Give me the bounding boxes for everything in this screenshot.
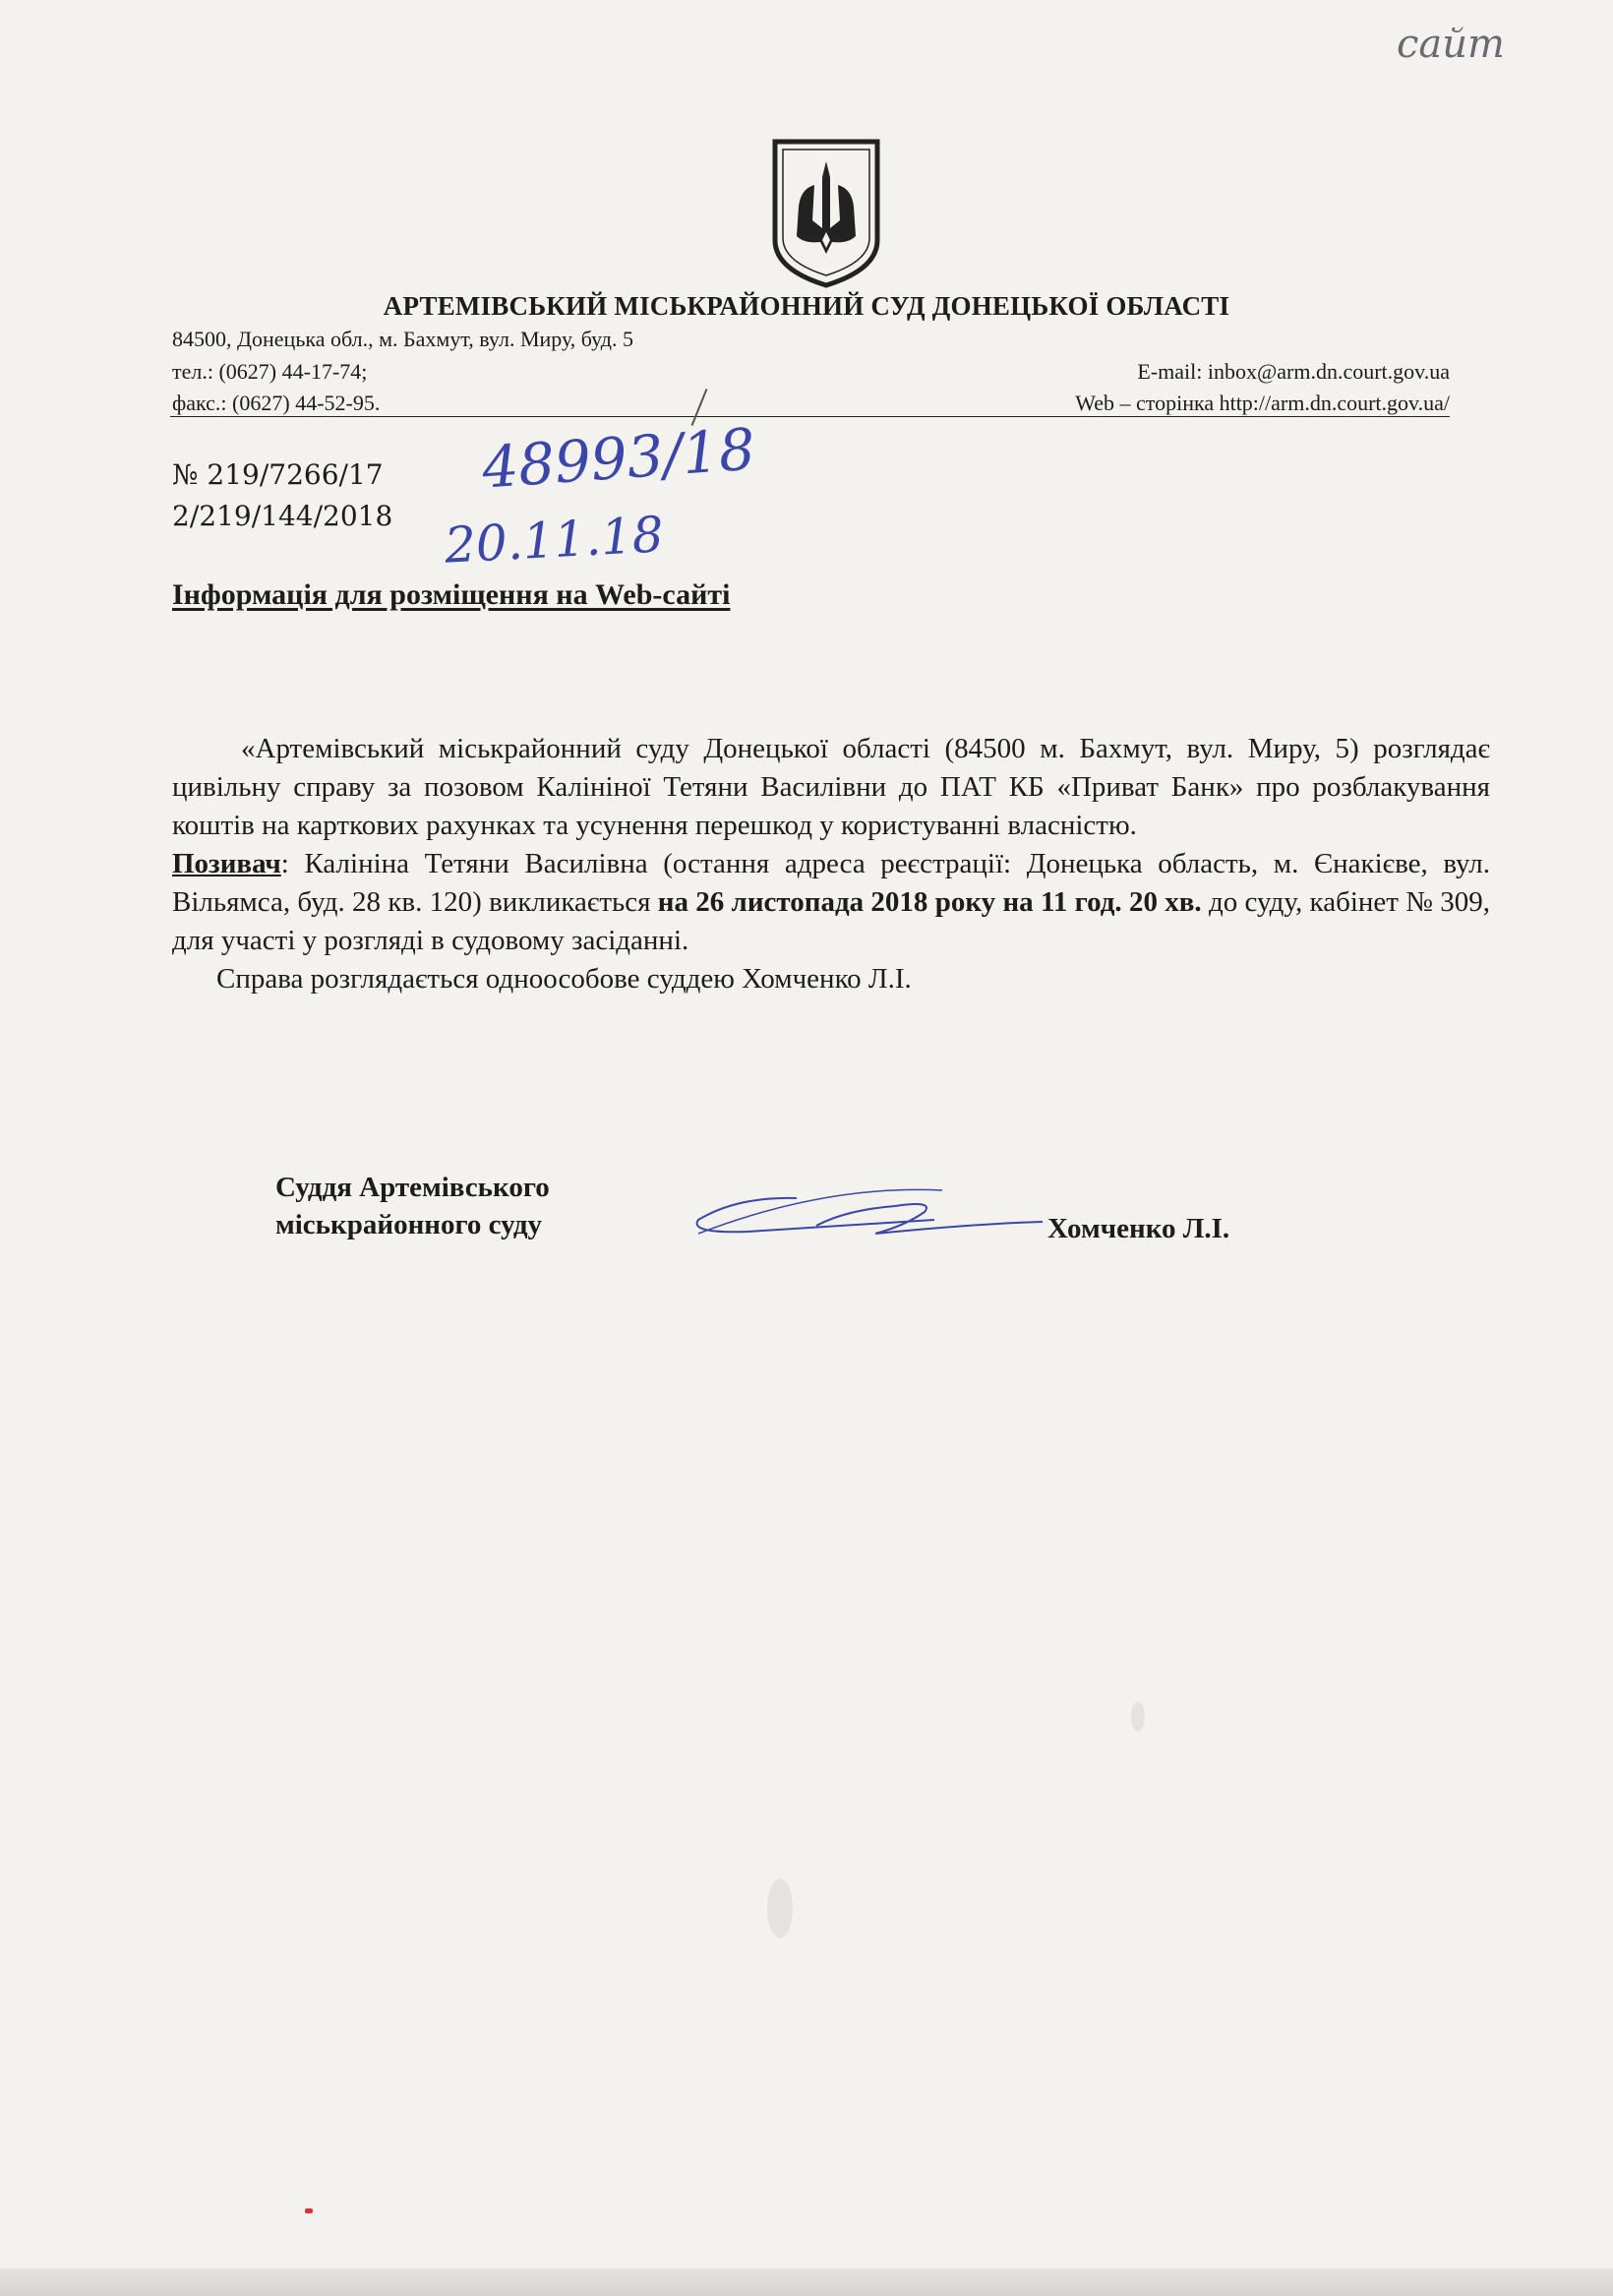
handwritten-incoming-number: 48993/18: [479, 415, 757, 502]
signer-name: Хомченко Л.І.: [1047, 1213, 1230, 1244]
notice-paragraph-plaintiff: [172, 845, 1490, 960]
header-divider: [170, 416, 1450, 417]
paper-stain: [1131, 1702, 1145, 1731]
signer-title: [275, 1169, 550, 1243]
signer-title-line1: Суддя Артемівського: [275, 1172, 550, 1203]
hearing-location: до суду, кабінет № 309, для участі у розгляді в судовому засіданні.: [172, 886, 1490, 956]
case-number: № 219/7266/17: [172, 458, 384, 491]
proceeding-number: 2/219/144/2018: [172, 500, 393, 532]
notice-paragraph-case: «Артемівський міськрайонний суду Донецької області (84500 м. Бахмут, вул. Миру, 5) розглядає цивільну справу за позовом Калініної Тетяни Василівни до ПАТ КБ «Приват Банк» про розблакування коштів на карткових рахунках та усунення перешкод у користуванні власністю.: [172, 733, 1490, 841]
notice-body: [172, 730, 1490, 998]
signer-title-line2: міськрайонного суду: [275, 1209, 543, 1240]
handwritten-corner-note: сайт: [1397, 22, 1505, 67]
court-fax: факс.: (0627) 44-52-95.: [172, 391, 381, 415]
info-title: Інформація для розміщення на Web-сайті: [172, 578, 731, 611]
scan-bottom-edge: [0, 2268, 1613, 2296]
handwritten-incoming-date: 20.11.18: [443, 506, 666, 574]
judge-signature: [679, 1177, 1052, 1255]
court-name: АРТЕМІВСЬКИЙ МІСЬКРАЙОННИЙ СУД ДОНЕЦЬКОЇ ОБЛАСТІ: [383, 291, 1230, 321]
paper-stain: [767, 1879, 793, 1938]
notice-paragraph-judge: Справа розглядається одноособове суддею Хомченко Л.І.: [216, 963, 912, 995]
plaintiff-details: : Калініна Тетяни Василівна (остання адреса реєстрації: Донецька область, м. Єнакієве, вул. Вільямса, буд. 28 кв. 120) викликається: [172, 848, 1490, 918]
plaintiff-label: Позивач: [172, 848, 281, 879]
court-phone: тел.: (0627) 44-17-74;: [172, 359, 368, 384]
court-email: E-mail: inbox@arm.dn.court.gov.ua: [1137, 359, 1450, 384]
hearing-datetime: на 26 листопада 2018 року на 11 год. 20 хв.: [657, 886, 1202, 918]
court-website: Web – сторінка http://arm.dn.court.gov.ua/: [1075, 391, 1450, 415]
coat-of-arms-icon: [769, 138, 883, 289]
court-address: 84500, Донецька обл., м. Бахмут, вул. Миру, буд. 5: [172, 327, 633, 351]
ink-speck: [305, 2208, 313, 2213]
